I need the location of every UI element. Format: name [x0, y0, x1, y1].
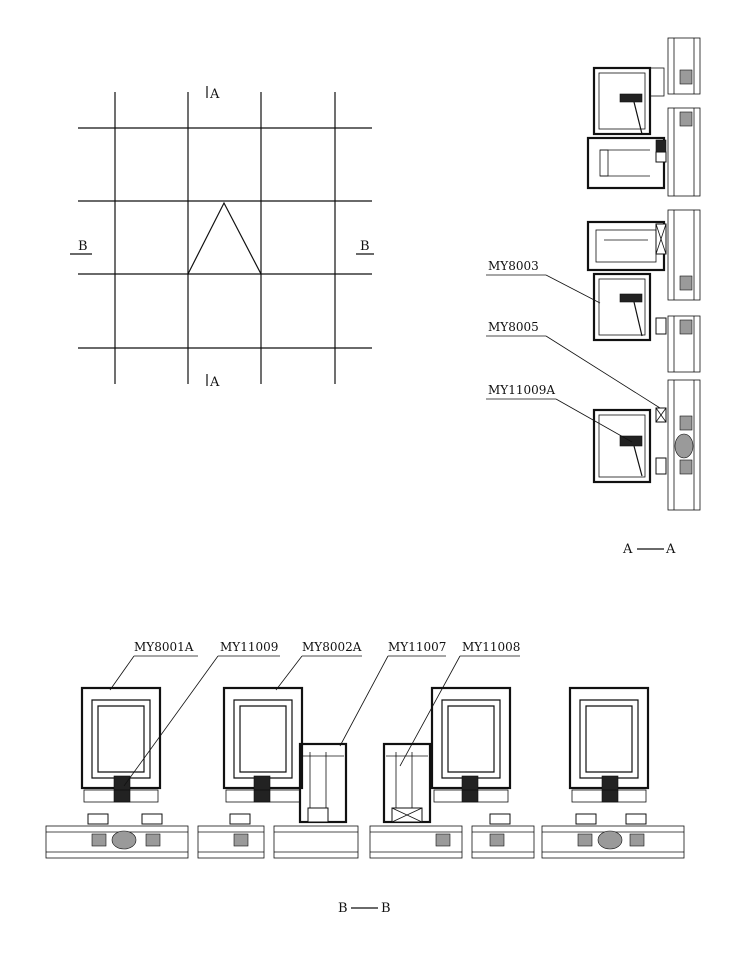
mullion-profile-2 [224, 688, 302, 824]
section-bb [46, 640, 684, 916]
label-my11009: MY11009 [220, 640, 279, 654]
label-my8001a: MY8001A [134, 640, 194, 654]
label-my8003: MY8003 [488, 259, 539, 273]
section-mark-left: B [78, 239, 88, 254]
section-mark-right: B [360, 239, 370, 254]
label-my8002a: MY8002A [302, 640, 362, 654]
label-my11009a: MY11009A [488, 383, 556, 397]
mullion-profile-3 [432, 688, 510, 824]
transom-assembly-middle [588, 222, 666, 340]
section-aa [486, 38, 700, 557]
section-mark-top: A [210, 87, 220, 102]
mullion-profile-1 [82, 688, 162, 824]
mullion-profile-4 [570, 688, 648, 824]
vent-frame-right [384, 744, 430, 822]
vent-frame-left [300, 744, 346, 822]
section-bb-caption-right: B [381, 901, 391, 916]
transom-assembly-lower [594, 408, 666, 482]
section-bb-caption-left: B [338, 901, 348, 916]
opening-vent-triangle [188, 203, 261, 274]
label-my11008: MY11008 [462, 640, 521, 654]
section-aa-caption-right: A [666, 542, 676, 557]
label-my11007: MY11007 [388, 640, 447, 654]
label-my8005: MY8005 [488, 320, 539, 334]
elevation-view [70, 86, 374, 390]
transom-assembly-upper [588, 68, 666, 188]
section-aa-caption-left: A [623, 542, 633, 557]
section-mark-bottom: A [210, 375, 220, 390]
